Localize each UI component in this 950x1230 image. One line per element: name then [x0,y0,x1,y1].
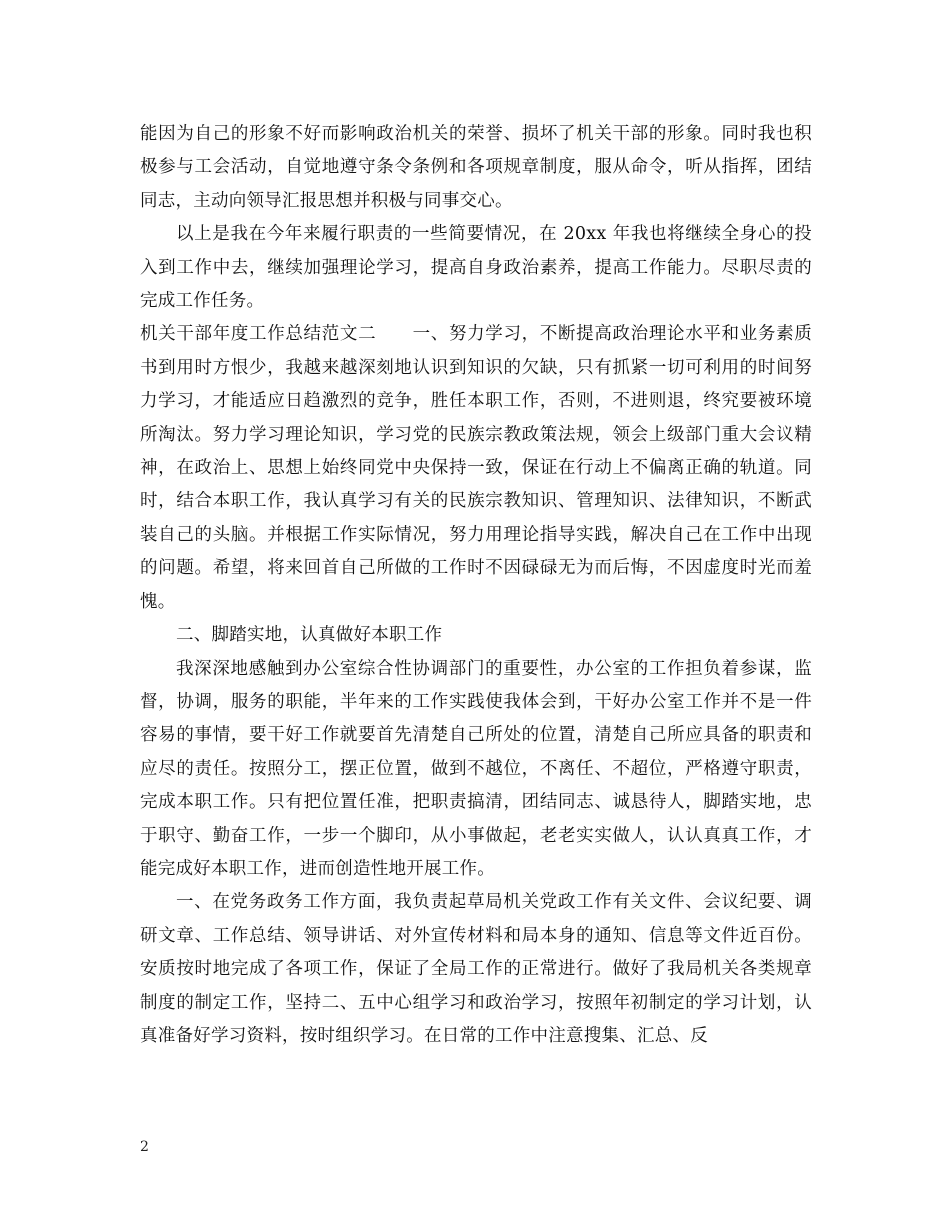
paragraph-party-affairs: 一、在党务政务工作方面，我负责起草局机关党政工作有关文件、会议纪要、调研文章、工作总结、领导讲话、对外宣传材料和局本身的通知、信息等文件近百份。安质按时地完成了各项工作，保证了全局工作的正常进行。做好了我局机关各类规章制度的制定工作，坚持二、五中心组学习和政治学习，按照年初制定的学习计划，认真准备好学习资料，按时组织学习。在日常的工作中注意搜集、汇总、反 [140,892,812,1046]
page-number: 2 [140,1139,149,1155]
paragraph-continuation: 能因为自己的形象不好而影响政治机关的荣誉、损坏了机关干部的形象。同时我也积极参与工会活动，自觉地遵守条令条例和各项规章制度，服从命令，听从指挥，团结同志，主动向领导汇报思想并积极与同事交心。 [140,124,812,211]
document-body [140,118,812,1053]
section-heading-work: 二、脚踏实地，认真做好本职工作 [176,625,443,646]
paragraph-section-title-and-study: 机关干部年度工作总结范文二 一、努力学习，不断提高政治理论水平和业务素质书到用时方恨少，我越来越深刻地认识到知识的欠缺，只有抓紧一切可利用的时间努力学习，才能适应日趋激烈的竞争，胜任本职工作，否则，不进则退，终究要被环境所淘汰。努力学习理论知识，学习党的民族宗教政策法规，领会上级部门重大会议精神，在政治上、思想上始终同党中央保持一致，保证在行动上不偏离正确的轨道。同时，结合本职工作，我认真学习有关的民族宗教知识、管理知识、法律知识，不断武装自己的头脑。并根据工作实际情况，努力用理论指导实践，解决自己在工作中出现的问题。希望，将来回首自己所做的工作时不因碌碌无为而后悔，不因虚度时光而羞愧。 [140,324,812,612]
paragraph-summary: 以上是我在今年来履行职责的一些简要情况，在 20xx 年我也将继续全身心的投入到工作中去，继续加强理论学习，提高自身政治素养，提高工作能力。尽职尽责的完成工作任务。 [140,224,812,312]
paragraph-office-work: 我深深地感触到办公室综合性协调部门的重要性，办公室的工作担负着参谋，监督，协调，服务的职能，半年来的工作实践使我体会到，干好办公室工作并不是一件容易的事情，要干好工作就要首先清楚自己所处的位置，清楚自己所应具备的职责和应尽的责任。按照分工，摆正位置，做到不越位，不离任、不超位，严格遵守职责，完成本职工作。只有把位置任准，把职责搞清，团结同志、诚恳待人，脚踏实地，忠于职守、勤奋工作，一步一个脚印，从小事做起，老老实实做人，认认真真工作，才能完成好本职工作，进而创造性地开展工作。 [140,658,812,879]
